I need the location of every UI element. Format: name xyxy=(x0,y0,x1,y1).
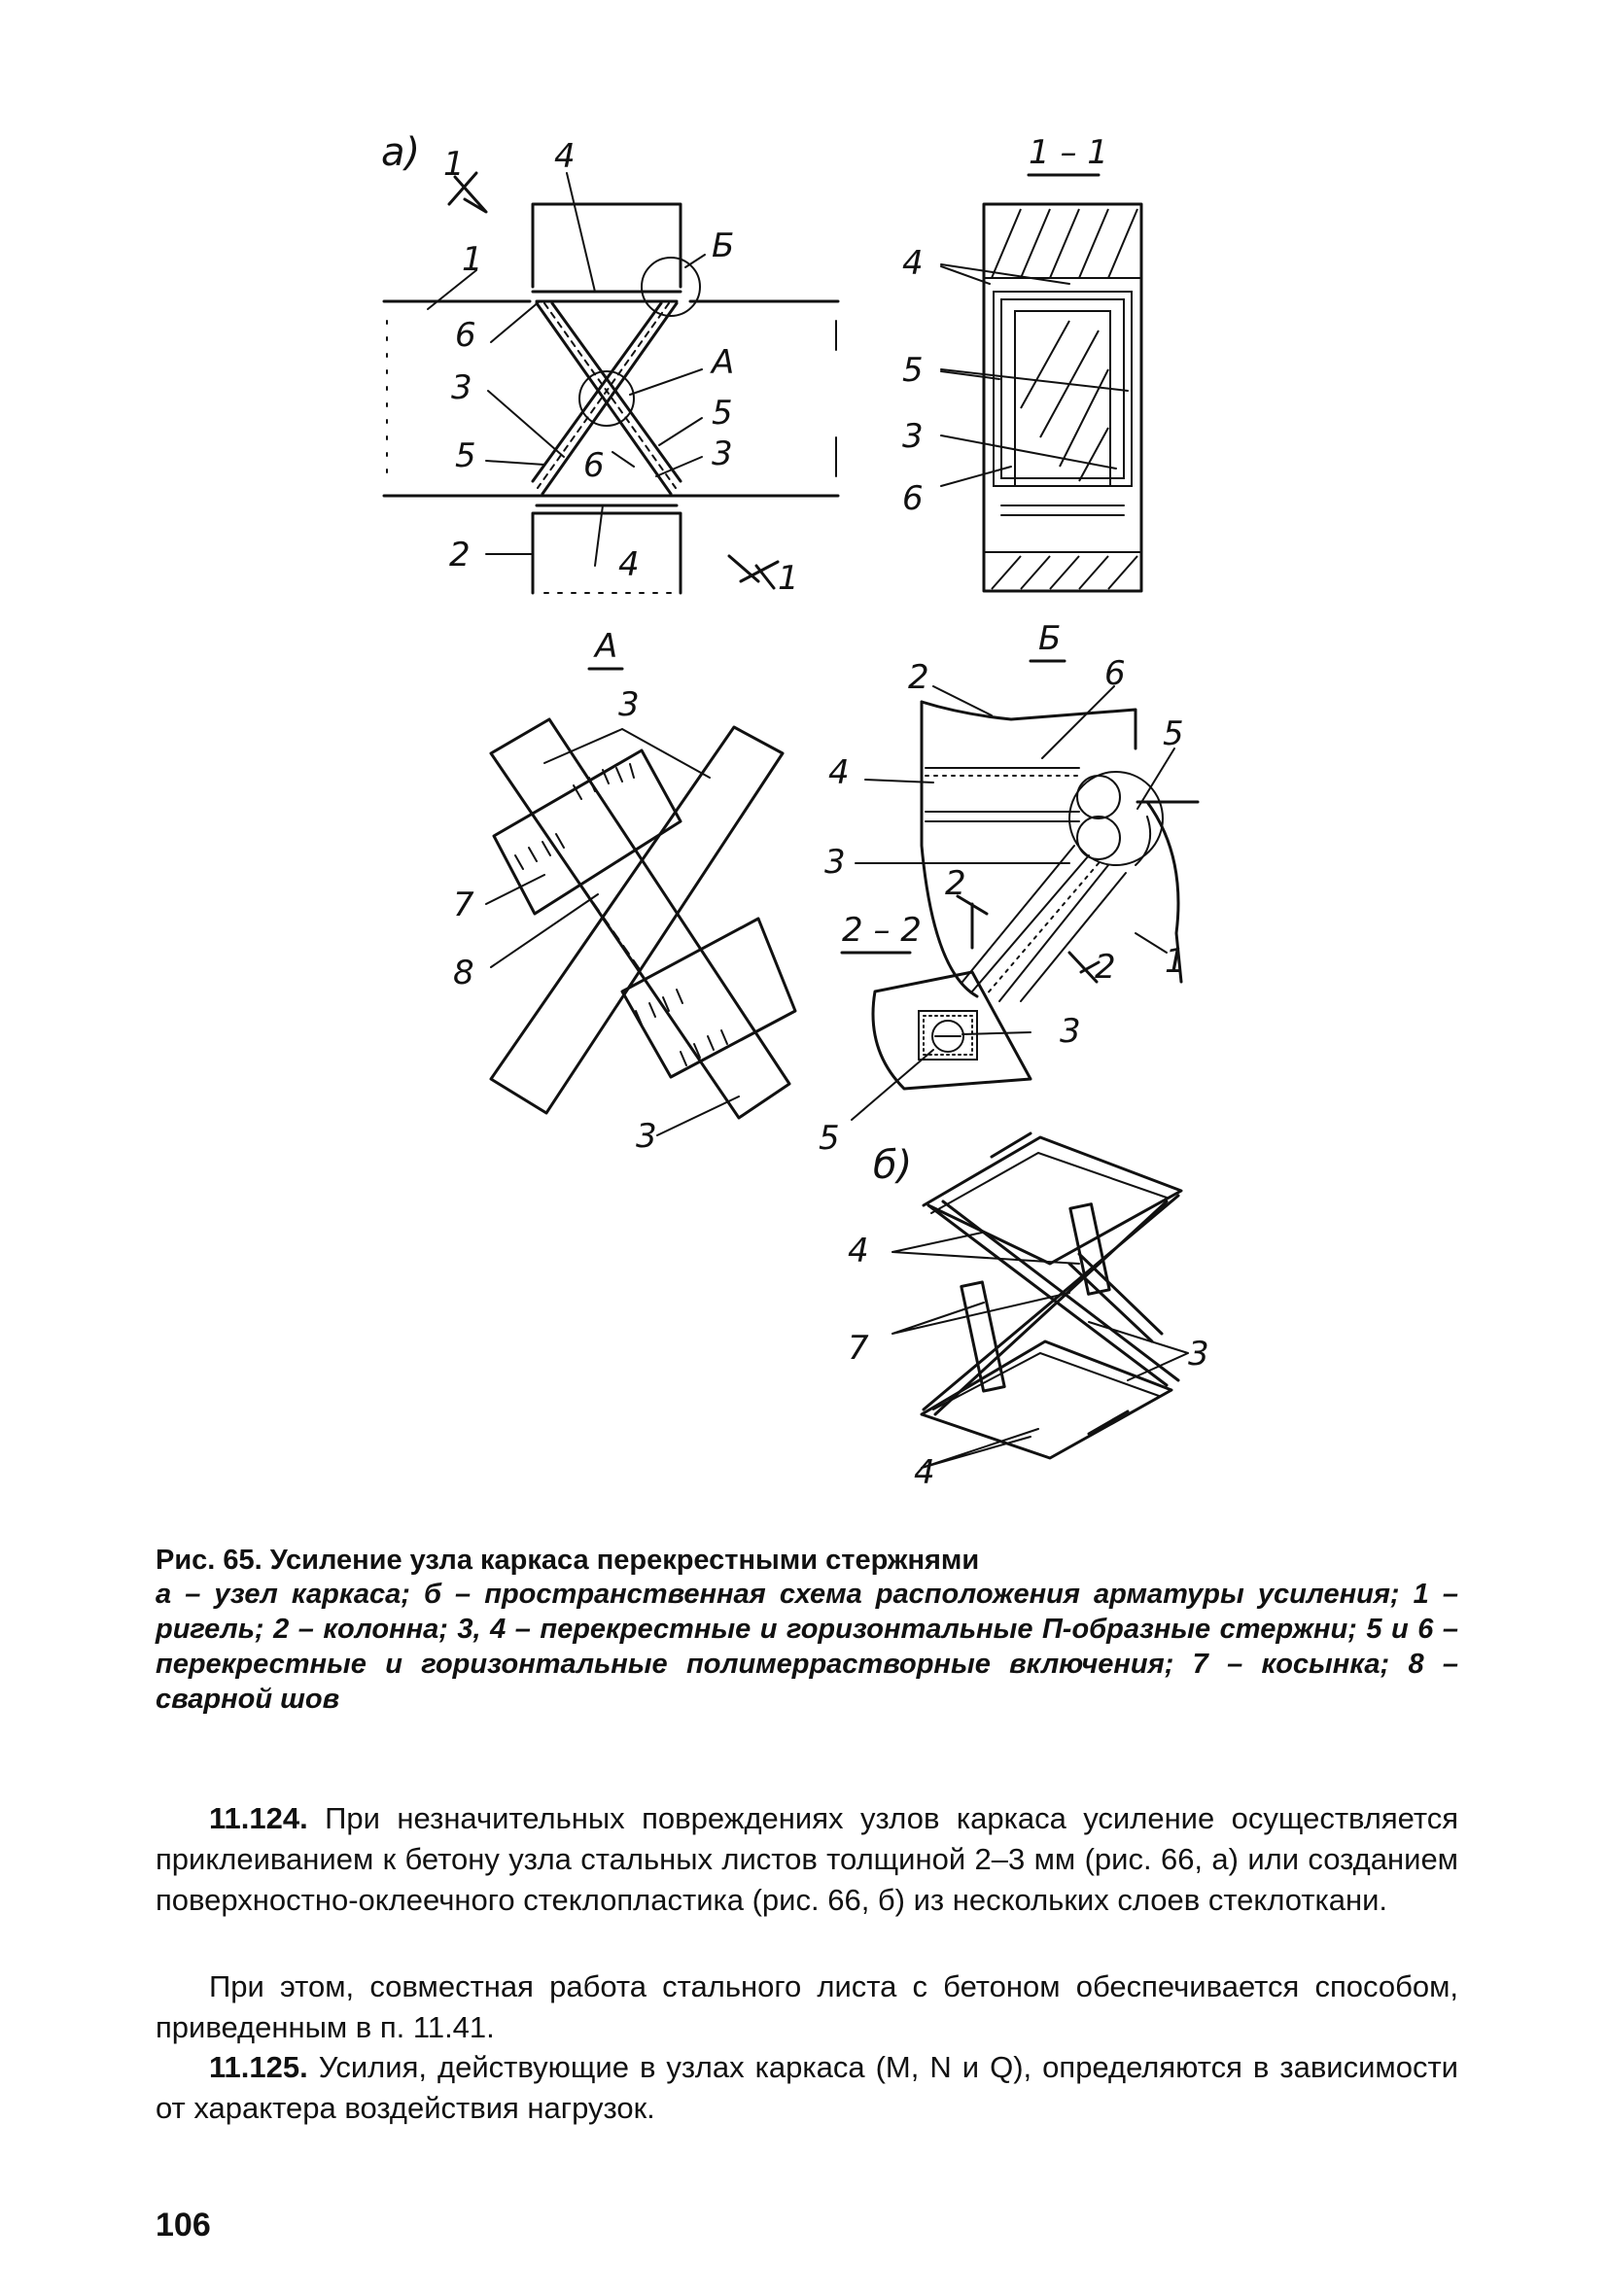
figure-caption xyxy=(156,1544,1458,1717)
clause-number-11-125: 11.125. xyxy=(209,2050,308,2084)
view-b-label-4-bottom: 4 xyxy=(914,1453,935,1492)
label-5-right: 5 xyxy=(712,394,733,433)
label-3-left: 3 xyxy=(451,368,472,407)
detail-A-label-7: 7 xyxy=(453,886,474,924)
label-6-center: 6 xyxy=(583,446,605,485)
detail-A xyxy=(453,627,795,1156)
label-6-left: 6 xyxy=(455,316,476,355)
caption-title: Рис. 65. Усиление узла каркаса перекрестными стержнями xyxy=(156,1545,980,1576)
detail-B-label-5: 5 xyxy=(1163,714,1184,753)
view-b-label: б) xyxy=(873,1143,913,1188)
paragraph-11-124-text: При незначительных повреждениях узлов каркаса усиление осуществляется приклеиванием к бетону узла стальных листов толщиной 2–3 мм (рис. 66, а) или созданием поверхностно-оклеечного стеклопластика (рис. 66, б) из нескольких слоев стеклоткани. xyxy=(156,1801,1458,1917)
detail-B-label-6: 6 xyxy=(1104,654,1126,693)
label-4-top: 4 xyxy=(554,137,576,176)
cut-2-top: 2 xyxy=(945,864,966,903)
paragraph-11-125-text: Усилия, действующие в узлах каркаса (M, N и Q), определяются в зависимости от характера воздействия нагрузок. xyxy=(156,2050,1458,2125)
detail-B-label-2: 2 xyxy=(908,658,929,697)
section-2-2-label-3: 3 xyxy=(1060,1012,1081,1051)
caption-body: а – узел каркаса; б – пространственная схема расположения арматуры усиления; 1 – ригель; 2 – колонна; 3, 4 – перекрестные и горизонтальные П-образные стержни; 5 и 6 – перекрестные и горизонтальные полимеррастворные включения; 7 – косынка; 8 – сварной шов xyxy=(156,1579,1458,1715)
paragraph-continuation: При этом, совместная работа стального листа с бетоном обеспечивается способом, приведенным в п. 11.41. xyxy=(156,1969,1458,2044)
detail-B-label-3: 3 xyxy=(824,843,846,882)
paragraph-11-124 xyxy=(156,1798,1458,1921)
label-4-bottom: 4 xyxy=(618,545,640,584)
cut-2-bottom: 2 xyxy=(1095,948,1116,987)
detail-A-label-8: 8 xyxy=(453,954,474,992)
label-5-left: 5 xyxy=(455,436,476,475)
section-2-2-label: 2 – 2 xyxy=(842,911,922,950)
section-label-4: 4 xyxy=(902,244,924,283)
label-3-right: 3 xyxy=(712,435,733,473)
detail-B-label-1: 1 xyxy=(1165,942,1186,981)
view-b-label-4-top: 4 xyxy=(848,1232,869,1270)
detail-A-label: А xyxy=(595,627,618,666)
detail-A-label-3-top: 3 xyxy=(618,685,640,724)
section-label-3: 3 xyxy=(902,417,924,456)
marker-B-label: Б xyxy=(712,226,735,265)
cut-1-bottom: 1 xyxy=(778,559,799,598)
cut-1-top: 1 xyxy=(443,145,465,184)
view-b-label-7: 7 xyxy=(848,1329,869,1368)
section-1-1-label: 1 – 1 xyxy=(1029,133,1108,172)
detail-A-label-3-bottom: 3 xyxy=(636,1117,657,1156)
label-2: 2 xyxy=(449,536,471,574)
view-a-label: а) xyxy=(381,130,421,175)
view-b-spatial-scheme xyxy=(848,1133,1209,1492)
section-label-6: 6 xyxy=(902,479,924,518)
clause-number-11-124: 11.124. xyxy=(209,1801,308,1835)
section-2-2-label-5: 5 xyxy=(819,1119,840,1158)
paragraph-11-125 xyxy=(156,2047,1458,2129)
section-label-5: 5 xyxy=(902,351,924,390)
page-number: 106 xyxy=(156,2207,211,2244)
marker-A-label: А xyxy=(712,343,735,382)
view-b-label-3: 3 xyxy=(1188,1335,1209,1374)
view-a-frame-node xyxy=(381,130,838,598)
label-1: 1 xyxy=(462,240,483,279)
detail-B-label-4: 4 xyxy=(828,753,850,792)
section-1-1 xyxy=(902,133,1141,591)
detail-B-label: Б xyxy=(1038,619,1062,658)
